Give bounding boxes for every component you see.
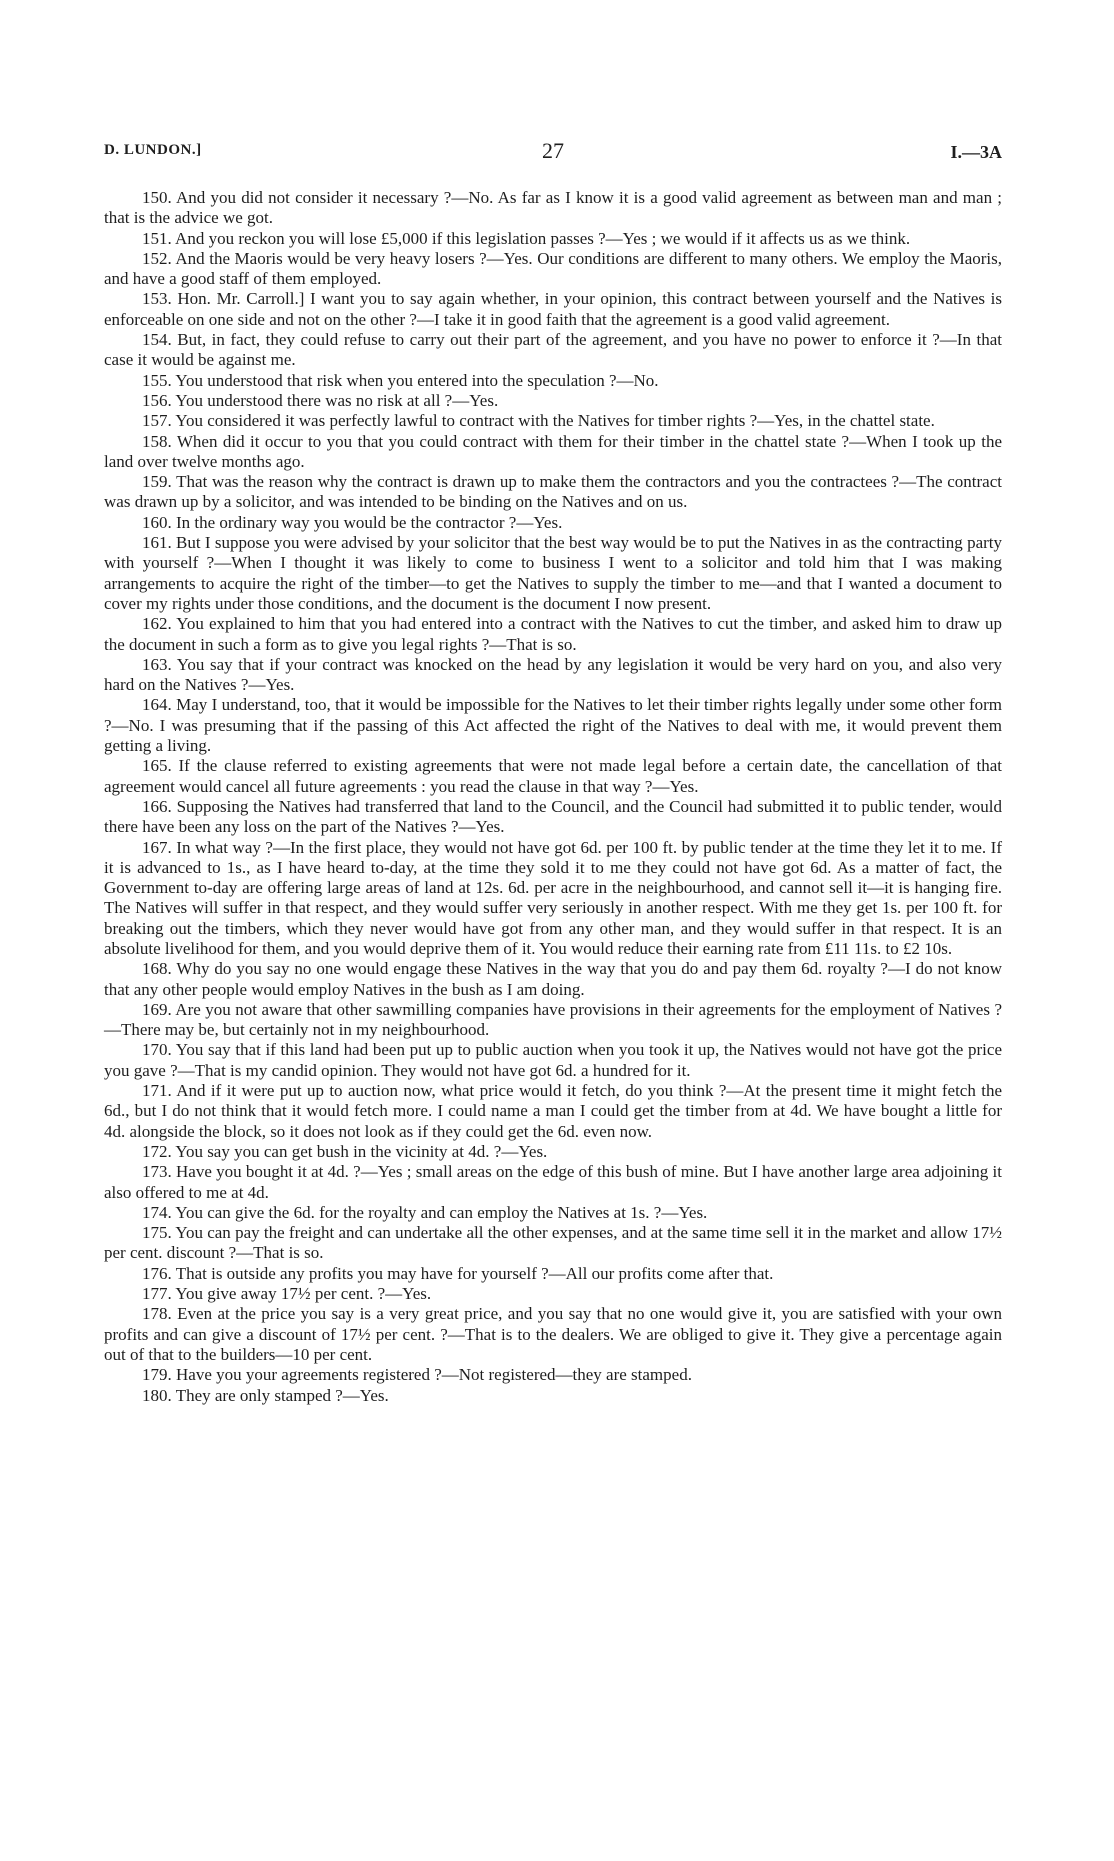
paragraph-162: 162. You explained to him that you had entered into a contract with the Natives to cut the timber, and asked him to draw up the document in such a form as to give you legal rights ?—That is so. (104, 614, 1002, 654)
paragraph-178: 178. Even at the price you say is a very great price, and you say that no one would give it, you are satisfied with your own profits and can give a discount of 17½ per cent. ?—That is to the dealers. We are obliged to give it. They give a percentage again out of that to the builders—10 per cent. (104, 1304, 1002, 1364)
paragraph-159: 159. That was the reason why the contract is drawn up to make them the contractors and you the contractees ?—The contract was drawn up by a solicitor, and was intended to be binding on the Natives and on us. (104, 472, 1002, 512)
paragraph-153: 153. Hon. Mr. Carroll.] I want you to say again whether, in your opinion, this contract between yourself and the Natives is enforceable on one side and not on the other ?—I take it in good faith that the agreement is a good valid agreement. (104, 289, 1002, 329)
paragraph-151: 151. And you reckon you will lose £5,000 if this legislation passes ?—Yes ; we would if it affects us as we think. (142, 228, 911, 248)
paragraph-150: 150. And you did not consider it necessary ?—No. As far as I know it is a good valid agreement as between man and man ; that is the advice we got. (104, 188, 1002, 228)
paper-reference: I.—3A (950, 142, 1002, 162)
paragraph-154: 154. But, in fact, they could refuse to carry out their part of the agreement, and you have no power to enforce it ?—In that case it would be against me. (104, 330, 1002, 370)
witness-name: D. LUNDON.] (104, 142, 202, 158)
paragraph-175: 175. You can pay the freight and can undertake all the other expenses, and at the same time sell it in the market and allow 17½ per cent. discount ?—That is so. (104, 1223, 1002, 1263)
paragraph-172: 172. You say you can get bush in the vicinity at 4d. ?—Yes. (142, 1141, 548, 1161)
paragraph-173: 173. Have you bought it at 4d. ?—Yes ; small areas on the edge of this bush of mine. But I have another large area adjoining it also offered to me at 4d. (104, 1162, 1002, 1202)
paragraph-157: 157. You considered it was perfectly lawful to contract with the Natives for timber rights ?—Yes, in the chattel state. (142, 411, 935, 431)
paragraph-171: 171. And if it were put up to auction now, what price would it fetch, do you think ?—At the present time it might fetch the 6d., but I do not think that it would fetch more. I could name a man I could get the timber from at 4d. We have bought a little for 4d. alongside the block, so it does not look as if they could get the 6d. even now. (104, 1081, 1002, 1141)
paragraph-156: 156. You understood there was no risk at all ?—Yes. (142, 390, 499, 410)
paragraph-170: 170. You say that if this land had been put up to public auction when you took it up, the Natives would not have got the price you gave ?—That is my candid opinion. They would not have got 6d. a hundred for it. (104, 1040, 1002, 1080)
paragraph-179: 179. Have you your agreements registered ?—Not registered—they are stamped. (142, 1365, 692, 1385)
page-header (104, 138, 1002, 168)
paragraph-160: 160. In the ordinary way you would be the contractor ?—Yes. (142, 512, 563, 532)
paragraph-167: 167. In what way ?—In the first place, they would not have got 6d. per 100 ft. by public tender at the time they let it to me. If it is advanced to 1s., as I have heard to-day, at the time they sold it to me they could not have got 6d. As a matter of fact, the Government to-day are offering large areas of land at 12s. 6d. per acre in the neighbourhood, and cannot sell it—it is hanging fire. The Natives will suffer in that respect, and they would suffer very seriously in another respect. With me they get 1s. per 100 ft. for breaking out the timbers, which they never would have got from any other man, and they would suffer in that respect. It is an absolute livelihood for them, and you would deprive them of it. You would reduce their earning rate from £11 11s. to £2 10s. (104, 837, 1002, 958)
paragraph-168: 168. Why do you say no one would engage these Natives in the way that you do and pay them 6d. royalty ?—I do not know that any other people would employ Natives in the bush as I am doing. (104, 959, 1002, 999)
paragraph-161: 161. But I suppose you were advised by your solicitor that the best way would be to put the Natives in as the contracting party with yourself ?—When I thought it was likely to come to business I went to a solicitor and told him that I was making arrangements to acquire the right of the timber—to get the Natives to supply the timber to me—and that I wanted a document to cover my rights under those conditions, and the document is the document I now present. (104, 533, 1002, 613)
paragraph-176: 176. That is outside any profits you may have for yourself ?—All our profits come after that. (142, 1263, 774, 1283)
paragraph-164: 164. May I understand, too, that it would be impossible for the Natives to let their timber rights legally under some other form ?—No. I was presuming that if the passing of this Act affected the right of the Natives to deal with me, it would prevent them getting a living. (104, 695, 1002, 756)
paragraph-165: 165. If the clause referred to existing agreements that were not made legal before a certain date, the cancellation of that agreement would cancel all future agreements : you read the clause in that way ?—Yes. (104, 756, 1002, 796)
transcript-body (104, 188, 1002, 1406)
paragraph-163: 163. You say that if your contract was knocked on the head by any legislation it would be very hard on you, and also very hard on the Natives ?—Yes. (104, 654, 1002, 695)
paragraph-158: 158. When did it occur to you that you could contract with them for their timber in the chattel state ?—When I took up the land over twelve months ago. (104, 431, 1002, 471)
paragraph-169: 169. Are you not aware that other sawmilling companies have provisions in their agreements for the employment of Natives ?—There may be, but certainly not in my neighbourhood. (104, 999, 1002, 1040)
paragraph-155: 155. You understood that risk when you entered into the speculation ?—No. (142, 370, 659, 390)
paragraph-166: 166. Supposing the Natives had transferred that land to the Council, and the Council had submitted it to public tender, would there have been any loss on the part of the Natives ?—Yes. (104, 796, 1002, 837)
paragraph-177: 177. You give away 17½ per cent. ?—Yes. (142, 1284, 432, 1304)
paragraph-180: 180. They are only stamped ?—Yes. (142, 1385, 389, 1405)
page-number: 27 (542, 138, 564, 163)
paragraph-152: 152. And the Maoris would be very heavy losers ?—Yes. Our conditions are different to many others. We employ the Maoris, and have a good staff of them employed. (104, 248, 1002, 289)
paragraph-174: 174. You can give the 6d. for the royalty and can employ the Natives at 1s. ?—Yes. (142, 1202, 708, 1222)
